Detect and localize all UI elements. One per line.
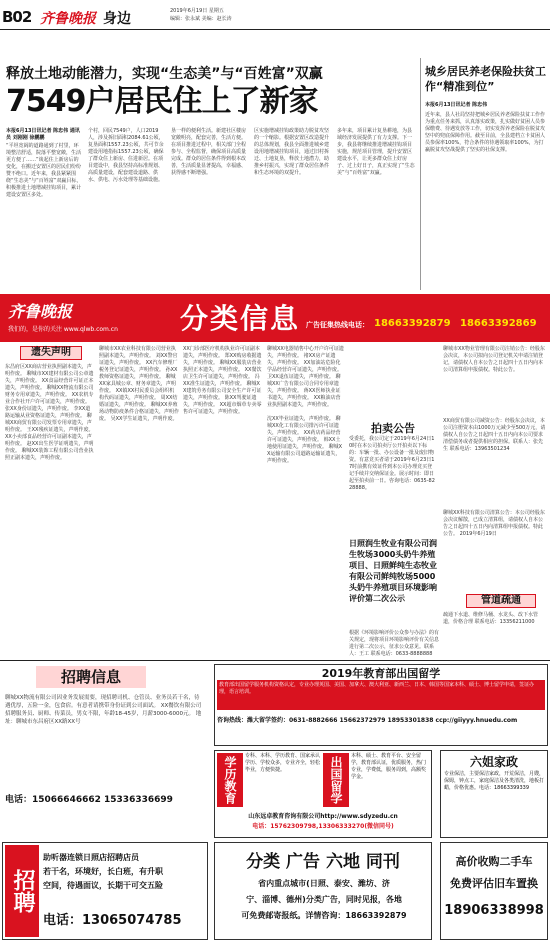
banner-title: 分类信息 xyxy=(180,302,301,335)
edu-ad1-tag: 学历教育 xyxy=(217,753,243,807)
hiring-line-3: 空间，待遇面议，长期干可交五险 xyxy=(43,881,163,890)
page-header xyxy=(0,0,550,30)
header-editor: 编辑：张永斌 美编：赵长涛 xyxy=(170,16,232,22)
housekeeping-body: 专业保洁，主要保洁家政，开荒保洁，月嫂，保姆，钟点工，家庭保洁及各类清洗，地板打蜡，价格优惠。电话：18663399339 xyxy=(444,771,545,791)
lost-notice-col-4: 聊城XX电器销售中心开户许可证遗失，声明作废。 褚XX房产证遗失，声明作废。 XX加油站危险化学品经营许可证遗失，声明作废。 卫XX退伍证遗失，声明作废。 聊城XX广告有限公司合同专用章遗失，声明作废。 蒋XX医师执业证书遗失，声明作废。 XX粮油店营业执照副本遗失，声明作废。 xyxy=(267,346,344,408)
banner-brand: 齐鲁晚报 xyxy=(8,302,73,321)
class-ads-box xyxy=(214,842,432,940)
edu-ad1-body: 专科、本科、学历教育、国家承认学历、学校众多，专业齐全，轻松毕业，方便快捷。 xyxy=(245,753,321,773)
study-abroad-title: 2019年教育部出国留学 xyxy=(321,667,441,680)
housekeeping-ad xyxy=(440,750,548,838)
plumbing-body: 疏通下水道、维修马桶、水龙头、改下水管道，价格合理 联系电话：13356211000 xyxy=(443,612,539,625)
recruit-body: 聊城XX物流有限公司因业务发展需要，现招聘司机、仓管员、业务员若干名，待遇优厚，五险一金，包食宿。有意者请携带身份证到公司面试。 XX餐饮有限公司招聘服务员、厨师、传菜员，男女不限，年龄18-45岁，月薪3000-6000元。 地址：聊城市东昌府区XX路XX号 xyxy=(5,695,202,725)
right-notice-1: 聊城市XX物业管理有限公司注销公告：经股东会决议，本公司拟向公司登记机关申请注销登记，请债权人自本公告之日起四十五日内向本公司清算组申报债权。特此公告。 xyxy=(443,346,545,373)
lead-headline: 7549户居民住上了新家 xyxy=(6,84,318,119)
used-car-title-1: 高价收购二手车 xyxy=(455,855,533,868)
edu-footer: 山东远卓教育咨询有限公司http://www.sdyzedu.cn xyxy=(248,813,398,820)
banner-brand-sub: 我们的，是你的关注 www.qlwb.com.cn xyxy=(8,326,118,333)
lost-notice-col-5: 沈XX毕业证遗失，声明作废。 聊城XX化工有限公司排污许可证遗失，声明作废。 XX药店药品经营许可证遗失，声明作废。 韩XX土地使用证遗失，声明作废。 聊城XX运输有限公司道路运输证遗失，声明作废。 xyxy=(267,416,343,464)
used-car-ad xyxy=(440,842,548,940)
hiring-line-2: 若干名，环境好，长白班，有升职 xyxy=(43,867,163,876)
lost-notice-col-2: 聊城市XX农业科技有限公司营业执照副本遗失，声明作废。 刘XX警官证遗失，声明作废。 XX汽车修理厂税务登记证遗失，声明作废。 孙XX教师资格证遗失，声明作废。 聊城XX家具城公章、财务章遗失，声明作废。 XX镇XX村民委员会组织机构代码证遗失，声明作废。 周XX结婚证遗失，声明作废。 聊城XX养殖场动物防疫条件合格证遗失，声明作废。 吴XX学生证遗失，声明作废。 xyxy=(99,346,180,422)
banner-phone-2: 18663392869 xyxy=(460,318,537,329)
recruit-phone: 电话：15066646662 15336336699 xyxy=(5,795,173,805)
lost-notice-col-1: 东昌府区XX商店营业执照副本遗失，声明作废。 聊城市XX建材有限公司公章遗失，声明作废。 XX食品经营许可证正本遗失，声明作废。 聊城XX物流有限公司财务专用章遗失，声明作废。 XX农机专业合作社开户许可证遗失，声明作废。 张XX身份证遗失，声明作废。 李XX道路运输从业资格证遗失，声明作废。 聊城XX商贸有限公司发票专用章遗失，声明作废。 王XX残疾证遗失，声明作废。 XX小卖部食品经营许可证副本遗失，声明作废。 赵XX出生医学证明遗失，声明作废。 聊城XX装饰工程有限公司营业执照正副本遗失，声明作废。 xyxy=(5,364,94,461)
side-byline: 本报6月13日讯记者 陈忠伟 xyxy=(425,102,488,108)
column-divider xyxy=(420,58,421,290)
class-ads-line-1: 省内重点城市(日照、泰安、潍坊、济 xyxy=(258,879,390,888)
banner-phone-1: 18663392879 xyxy=(374,318,451,329)
class-ads-line-3: 可免费邮寄报纸。详情咨询：18663392879 xyxy=(241,911,407,920)
class-ads-title: 分类 广告 六地 同刊 xyxy=(246,852,400,872)
company-notice-title: 日照润生牧业有限公司润生牧场3000头奶牛养殖项目、日照鲜纯生态牧业有限公司鲜纯牧场5000头奶牛养殖项目环境影响评价第二次公示 xyxy=(349,539,437,603)
auction-body: 受委托，我公司定于2019年6月24日10时在本公司拍卖厅公开拍卖以下标的：车辆一批、办公设备一批及废旧物资。有意竞买者请于2019年6月23日17时前携有效证件到本公司办理竞买登记手续并交纳保证金。展示时间：即日起至拍卖前一日。咨询电话：0635-8228888。 xyxy=(349,436,435,491)
lead-col-5: 多年来，项目累计复垦耕地，为县域经济发展提供了有力支撑。下一步，我县将继续推进增减挂钩项目实施，规范项目管理，提升安置区建设水平，让更多群众住上好房子、过上好日子，真正实现了“生态美”与“百姓富”双赢。 xyxy=(337,128,415,176)
company-notice-body: 根据《环境影响评价公众参与办法》的有关规定，现将项目环境影响评价有关信息进行第二次公示，征求公众意见。联系人：王工 联系电话：0633-8888888 xyxy=(349,630,440,657)
edu-ad2-tag: 出国留学 xyxy=(323,753,349,807)
class-ads-line-2: 宁、淄博、德州)分类广告，同时见报，各地 xyxy=(246,895,402,904)
lead-kicker: 释放土地动能潜力，实现“生态美”与“百姓富”双赢 xyxy=(6,66,323,82)
hiring-phone: 电话：13065074785 xyxy=(43,913,182,928)
edu-phone: 电话：15762309798,13306333270(微信同号) xyxy=(252,823,394,830)
classifieds-banner xyxy=(0,294,550,342)
side-headline: 城乡居民养老保险扶贫工作“精准到位” xyxy=(425,65,546,93)
study-abroad-red-band xyxy=(217,680,545,710)
lead-byline: 本报6月13日讯记者 陈忠伟 通讯员 刘刚刚 徐鹏鹏 xyxy=(6,128,80,141)
used-car-title-2: 免费评估旧车置换 xyxy=(450,877,538,890)
lost-notice-title: 遗失声明 xyxy=(20,346,82,360)
recruit-title: 招聘信息 xyxy=(36,666,146,688)
auction-title: 拍卖公告 xyxy=(371,422,415,435)
masthead-logo: 齐鲁晚报 xyxy=(40,11,96,27)
right-notice-3: 聊城XX科技有限公司清算公告：本公司经股东会决议解散，已成立清算组，请债权人自本公告之日起四十五日内向清算组申报债权。特此公告。 2019年6月19日 xyxy=(443,510,545,537)
study-abroad-body: 教育部出国留学服务机构资格认定，专业办理英国、美国、加拿大、澳大利亚、新西兰、日本、韩国等国家本科、硕士、博士留学申请，签证办理，语言培训。 xyxy=(219,682,535,695)
hiring-title: 招聘 xyxy=(5,845,39,937)
plumbing-title: 管道疏通 xyxy=(466,594,536,608)
section-name: 身边 xyxy=(103,11,131,27)
banner-hotline-label: 广告征集热线电话： xyxy=(306,321,369,329)
page-number: B02 xyxy=(2,8,32,26)
lead-col-3: 垦一样的便利生活。新建社区楼房宽敞明亮，配套完善，生活方便。在项目推进过程中，相关部门全程参与、全程监督，确保项目高质量完成。群众的居住条件得到根本改善，生活质量显著提高，幸福感、获得感不断增强。 xyxy=(171,128,247,176)
lead-col-2: 个村，回民7549户，人口2019人，涉及拆旧面积2084.61公顷，复垦面积1557.23公顷，共可节余建设用地指标1557.23公顷，确保了群众住上新房、住进新居。在项目建设中，我县坚持高标准规划、高质量建设，配套建设道路、供水、供电、污水处理等基础设施。 xyxy=(88,128,164,183)
side-body: 近年来，县人社局坚持把城乡居民养老保险扶贫工作作为重点任务来抓，认真落实政策，扎实做好贫困人员参保缴费、待遇发放等工作，切实发挥养老保险在脱贫攻坚中的兜底保障作用。截至目前，全县建档立卡贫困人员参保率100%，符合条件的待遇领取率100%，为打赢脱贫攻坚战提供了坚实的社保支撑。 xyxy=(425,112,546,153)
hiring-ad xyxy=(2,842,208,940)
right-notice-2: XX商贸有限公司减资公告：经股东会决议，本公司注册资本由1000万元减少至500万元，请债权人自公告之日起四十五日内向本公司要求清偿债务或者提供相应的担保。联系人：张先生 联系电话：13963501234 xyxy=(443,418,546,452)
study-abroad-hotline: 咨询热线：潍大留学签约：0631-8882666 15662372979 18953301838 ccp://giiyyy.hnuedu.com xyxy=(217,717,518,724)
lead-col-1: “平坦宽阔的道路通到了村里，环境整洁舒适，院落平整宽敞，生活更方便了……”谈起住上新房后的变化，在搬迁安置区的居民们纷纷赞不绝口。近年来，我县紧紧围绕“生态美”与“百姓富”双赢目标，积极推进土地增减挂钩项目，累计建设安置区多处。 xyxy=(6,143,82,198)
edu-ad2-body: 本科、硕士、教育平台、安全留学，教育部认证，优质服务，热门专业，学费低，服务周到，高额奖学金。 xyxy=(351,753,427,780)
housekeeping-title: 六姐家政 xyxy=(469,755,518,769)
hiring-line-1: 助听器连锁日照店招聘店员 xyxy=(43,853,139,862)
lead-col-4: 区实施增减挂钩政策助力脱贫攻坚的一个缩影。根据安置区改造提升的总体规划，我县全面推进城乡建设用地增减挂钩项目，通过旧村拆迁、土地复垦，释放土地潜力，助推乡村振兴，实现了群众居住条件和生态环境的双提升。 xyxy=(254,128,330,176)
study-abroad-ad xyxy=(214,664,548,746)
section-divider xyxy=(0,660,550,661)
lost-notice-col-3: XX门诊部医疗机构执业许可证副本遗失，声明作废。 郑XX购房收据遗失，声明作废。 聊城XX服装店营业执照正本遗失，声明作废。 XX餐饮店卫生许可证遗失，声明作废。 冯XX准生证遗失，声明作废。 聊城XX建筑劳务有限公司安全生产许可证遗失，声明作废。 陈XX驾驶证遗失，声明作废。 XX超市烟草专卖零售许可证遗失，声明作废。 xyxy=(183,346,262,415)
header-date: 2019年6月19日 星期五 xyxy=(170,8,224,14)
used-car-phone: 18906338998 xyxy=(444,903,544,918)
education-ads xyxy=(214,750,432,838)
